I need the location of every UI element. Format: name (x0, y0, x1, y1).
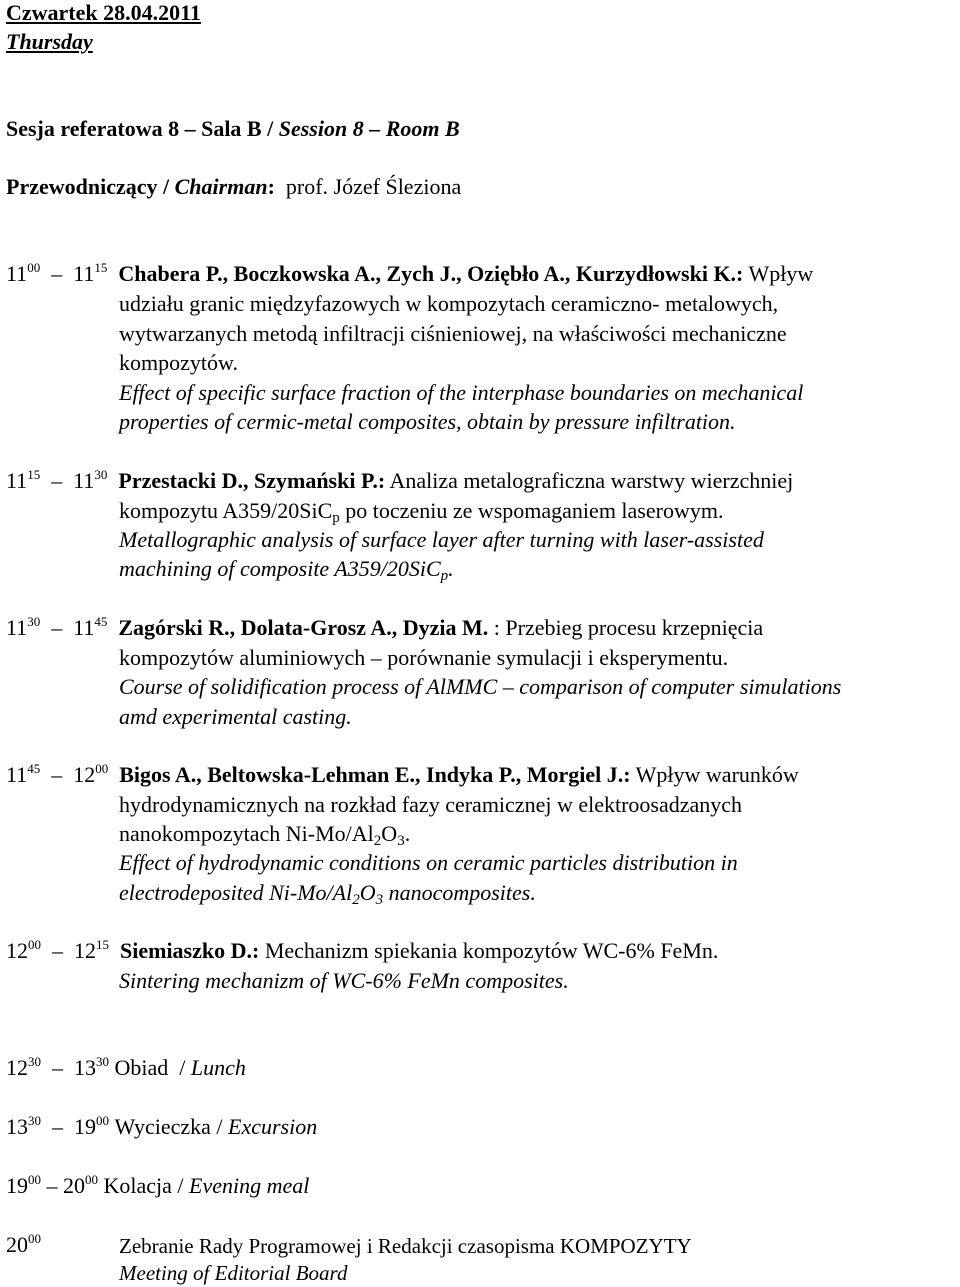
time-range: $11^{30} - 11^{45}$ (6, 614, 108, 640)
talk-title-pl-line: kompozytów. (119, 350, 238, 375)
final-time: $20^{00}$ (6, 1231, 41, 1257)
session-chair (6, 176, 461, 198)
time-range: $11^{45} - 12^{00}$ (6, 761, 109, 787)
talk-first-line (6, 467, 794, 493)
time-range: $19^{00} - 20^{00}$ (6, 1172, 98, 1198)
talk-title-en-line: amd experimental casting. (119, 704, 352, 729)
talk-title-en-line: Course of solidification process of AlMMC – comparison of computer simulations (119, 674, 842, 699)
talk-first-line (6, 937, 719, 963)
talk-title-pl: Analiza metalograficzna warstwy wierzchniej (385, 468, 794, 493)
chair-label-en: Chairman (174, 174, 268, 199)
event-dinner (6, 1172, 310, 1198)
talk-title-en-line: Effect of hydrodynamic conditions on ceramic particles distribution in (119, 850, 738, 875)
talk-title-en-line: Metallographic analysis of surface layer after turning with laser-assisted (119, 527, 764, 552)
talk-title-pl-line: kompozytów aluminiowych – porównanie symulacji i eksperymentu. (119, 645, 729, 670)
talk-authors: Zagórski R., Dolata-Grosz A., Dyzia M. (118, 615, 489, 640)
talk-title-en-line: Sintering mechanizm of WC-6% FeMn composites. (119, 968, 569, 993)
final-title-pl: Zebranie Rady Programowej i Redakcji czasopisma KOMPOZYTY (119, 1234, 692, 1258)
talk-authors: Bigos A., Beltowska-Lehman E., Indyka P., Morgiel J.: (119, 762, 631, 787)
talk-first-line (6, 614, 764, 640)
talk-title-pl-line: kompozytu A359/20SiC$_p$ po toczeniu ze wspomaganiem laserowym. (119, 498, 724, 526)
talk-authors: Chabera P., Boczkowska A., Zych J., Oziębło A., Kurzydłowski K.: (118, 261, 744, 286)
time-range: $11^{00} - 11^{15}$ (6, 260, 108, 286)
chair-colon: : (267, 174, 275, 199)
talk-authors: Siemiaszko D.: (120, 938, 260, 963)
talk-title-pl: : Przebieg procesu krzepnięcia (488, 615, 764, 640)
talk-title-en-line: machining of composite A359/20SiC$_p$. (119, 556, 454, 584)
event-lunch (6, 1054, 246, 1080)
chair-name: prof. Józef Śleziona (285, 174, 462, 199)
session-title-pl: Sesja referatowa 8 – Sala B / (6, 116, 274, 141)
chair-separator: / (157, 174, 175, 199)
event-label-pl: Wycieczka / (114, 1114, 228, 1139)
talk-title-pl-line: nanokompozytach $Ni-Mo/Al_2O_3$. (119, 821, 411, 849)
talk-title-en-line: Effect of specific surface fraction of the interphase boundaries on mechanical (119, 380, 804, 405)
time-range: $12^{00} - 12^{15}$ (6, 937, 109, 963)
final-title-en: Meeting of Editorial Board (119, 1261, 348, 1285)
event-label-en: Evening meal (189, 1173, 310, 1198)
talk-title-pl: Wpływ warunków (630, 762, 799, 787)
session-title-en: Session 8 – Room B (278, 116, 460, 141)
date-heading: Czwartek 28.04.2011 (6, 0, 201, 25)
session-title (6, 118, 460, 140)
talk-title-pl: Mechanizm spiekania kompozytów WC-6% FeMn. (259, 938, 719, 963)
talk-title-pl-line: udziału granic międzyfazowych w kompozytach ceramiczno- metalowych, (119, 291, 779, 316)
talk-first-line (6, 260, 814, 286)
day-heading-en: Thursday (6, 29, 93, 54)
event-label-en: Lunch (190, 1055, 246, 1080)
talk-title-pl: Wpływ (743, 261, 814, 286)
time-range: $12^{30} - 13^{30}$ (6, 1054, 109, 1080)
talk-first-line (6, 761, 799, 787)
event-excursion (6, 1113, 318, 1139)
talk-authors: Przestacki D., Szymański P.: (118, 468, 386, 493)
event-label-pl: Kolacja / (103, 1173, 190, 1198)
time-range: $11^{15} - 11^{30}$ (6, 467, 108, 493)
event-label-pl: Obiad / (114, 1055, 191, 1080)
talk-title-en-line: electrodeposited $Ni-Mo/Al_2O_3$ nanocomposites. (119, 880, 536, 908)
talk-title-pl-line: hydrodynamicznych na rozkład fazy ceramicznej w elektroosadzanych (119, 792, 743, 817)
time-range: $13^{30} - 19^{00}$ (6, 1113, 109, 1139)
talk-title-pl-line: wytwarzanych metodą infiltracji ciśnieniowej, na właściwości mechaniczne (119, 321, 787, 346)
talk-title-en-line: properties of cermic-metal composites, obtain by pressure infiltration. (119, 409, 736, 434)
chair-label-pl: Przewodniczący (6, 174, 158, 199)
event-label-en: Excursion (228, 1114, 318, 1139)
